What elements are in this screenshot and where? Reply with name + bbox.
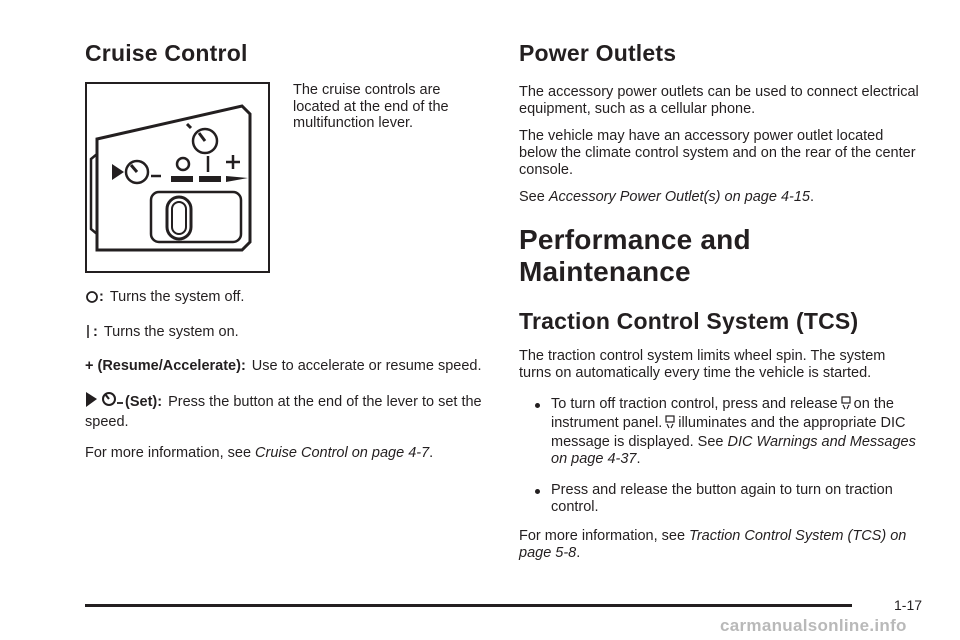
power-see-paragraph: See Accessory Power Outlet(s) on page 4-15.: [519, 189, 814, 205]
power-outlets-heading: Power Outlets: [519, 40, 677, 66]
speedometer-icon: [187, 124, 217, 153]
on-line-icon: [85, 323, 93, 344]
cruise-lever-illustration: [85, 82, 270, 273]
footer-rule: [85, 604, 852, 607]
cruise-control-reference: Cruise Control on page 4-7: [255, 445, 430, 461]
cruise-figure-row: [85, 82, 485, 276]
resume-plus-symbol: [226, 155, 240, 169]
watermark: carmanualsonline.info: [720, 616, 907, 635]
dic-reference: DIC Warnings and Messages on page 4-37: [551, 434, 916, 467]
resume-item: + (Resume/Accelerate): Use to accelerate or resume speed.: [85, 358, 482, 374]
page-number: 1-17: [894, 597, 923, 613]
off-circle-icon: [85, 288, 99, 309]
left-column: [85, 40, 485, 462]
set-speed-icon: [112, 161, 161, 183]
off-item: : Turns the system off.: [85, 288, 485, 309]
on-item: : Turns the system on.: [85, 323, 485, 344]
tcs-reference: Traction Control System (TCS) on page 5-8: [519, 528, 907, 561]
off-symbol: [177, 158, 189, 170]
tcs-heading: Traction Control System (TCS): [519, 308, 859, 334]
right-column: [519, 40, 919, 562]
power-outlet-reference: Accessory Power Outlet(s) on page 4-15: [548, 189, 810, 205]
cruise-more-info: For more information, see Cruise Control on page 4-7.: [85, 445, 434, 461]
set-arrow-icon: [85, 389, 125, 414]
figure-caption: The cruise controls are located at the end of the multifunction lever.: [293, 82, 449, 131]
cruise-lever-drawing: [87, 84, 268, 271]
set-item: (Set): Press the button at the end of the lever to set the speed.: [85, 389, 485, 431]
bullet-turn-on: Press and release the button again to turn on traction control.: [519, 482, 919, 516]
power-paragraph-2: The vehicle may have an accessory power outlet located below the climate control system and on the rear of the center console.: [519, 128, 916, 178]
cruise-control-heading: Cruise Control: [85, 40, 248, 66]
power-paragraph-1: The accessory power outlets can be used to connect electrical equipment, such as a cellular phone.: [519, 84, 919, 117]
performance-heading: Performance and Maintenance: [519, 224, 751, 287]
traction-control-icon: [841, 396, 851, 415]
tcs-paragraph: The traction control system limits wheel spin. The system turns on automatically every time the vehicle is started.: [519, 348, 886, 381]
tcs-more-info: For more information, see Traction Control System (TCS) on page 5-8.: [519, 528, 907, 561]
bullet-turn-off: To turn off traction control, press and release on the instrument panel. illuminates and the appropriate DIC message is displayed. See DIC Warnings and Messages on page 4-37.: [519, 396, 919, 468]
traction-control-icon: [665, 415, 675, 434]
